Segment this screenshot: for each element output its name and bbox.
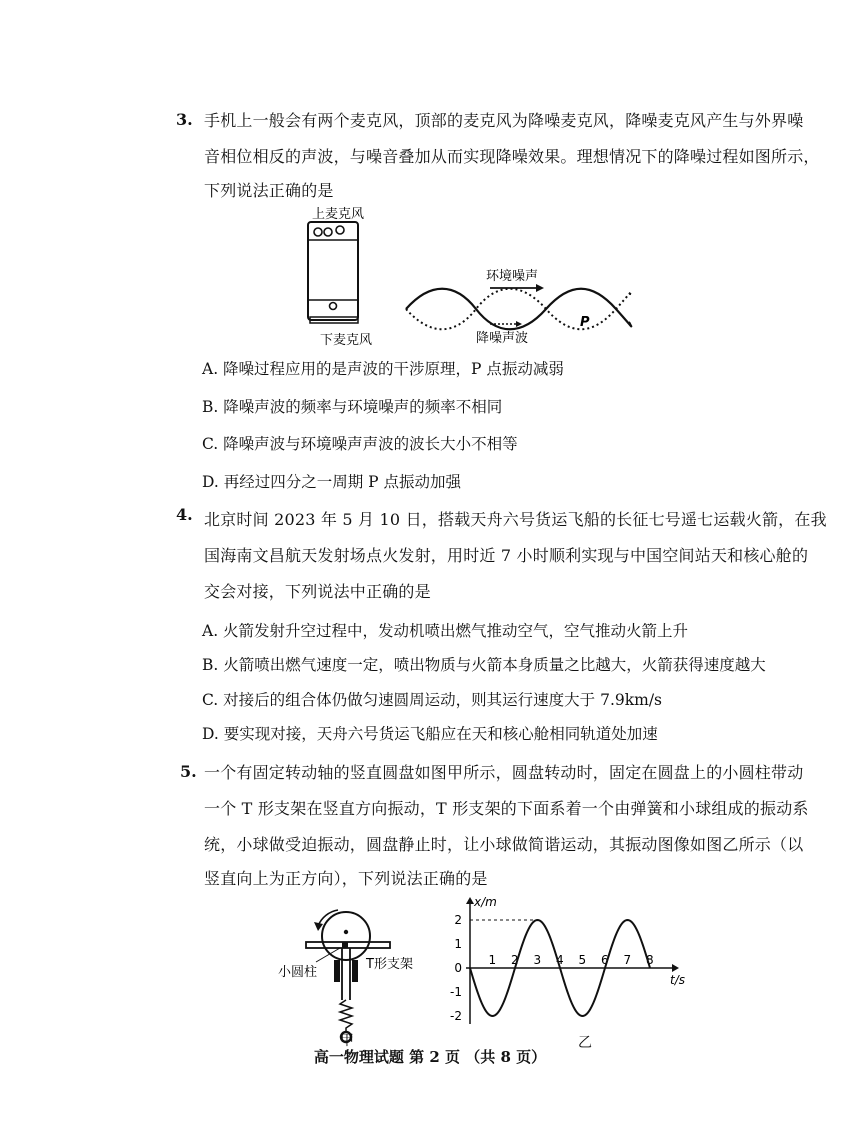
q3-phone-figure: [290, 202, 650, 352]
q3-line-1: 手机上一般会有两个麦克风，顶部的麦克风为降噪麦克风，降噪麦克风产生与外界噪: [204, 111, 804, 130]
q5-line-4: 竖直向上为正方向），下列说法正确的是: [204, 869, 488, 888]
page-footer: 高一物理试题 第 2 页 （共 8 页）: [313, 1048, 547, 1066]
bottom-mic: [330, 303, 337, 310]
phone-body: [308, 222, 358, 320]
disk-axis: [344, 930, 348, 934]
x-tick-label: 5: [578, 953, 587, 967]
q3-cancel-wave-label: 降噪声波: [476, 331, 529, 346]
q5-line-2: 一个 T 形支架在竖直方向振动，T 形支架的下面系着一个由弹簧和小球组成的振动系: [204, 799, 809, 818]
q4-number: 4.: [176, 505, 193, 524]
rotation-arrowhead: [314, 922, 323, 931]
y-axis-arrow: [466, 897, 474, 904]
y-tick-label: -1: [450, 985, 462, 999]
q3-number: 3.: [176, 110, 193, 129]
q5-number: 5.: [180, 762, 197, 781]
q4-option-d: D. 要实现对接，天舟六号货运飞船应在天和核心舱相同轨道处加速: [202, 725, 658, 743]
fig-jia-caption: 甲: [340, 1033, 355, 1049]
q4-line-1: 北京时间 2023 年 5 月 10 日，搭载天舟六号货运飞船的长征七号遥七运载火箭，在我: [204, 510, 827, 529]
fig-yi-caption: 乙: [578, 1035, 593, 1051]
q4-option-c: C. 对接后的组合体仍做匀速圆周运动，则其运行速度大于 7.9km/s: [202, 691, 663, 709]
cylinder-label: 小圆柱: [278, 965, 318, 980]
q5-line-3: 统，小球做受迫振动，圆盘静止时，让小球做简谐运动，其振动图像如图乙所示（以: [204, 835, 804, 854]
q3-top-mic-label: 上麦克风: [312, 207, 365, 222]
q3-option-a: A. 降噪过程应用的是声波的干涉原理，P 点振动减弱: [202, 360, 564, 378]
x-axis-arrow: [672, 964, 679, 972]
q3-option-d: D. 再经过四分之一周期 P 点振动加强: [202, 473, 462, 491]
y-tick-label: -2: [450, 1009, 462, 1023]
q3-line-2: 音相位相反的声波，与噪音叠加从而实现降噪效果。理想情况下的降噪过程如图所示，: [204, 147, 820, 166]
q3-point-label: P: [580, 315, 590, 330]
y-axis-label: x/m: [474, 895, 497, 909]
q4-option-a: A. 火箭发射升空过程中，发动机喷出燃气推动空气，空气推动火箭上升: [202, 622, 689, 640]
y-tick-label: 2: [454, 913, 462, 927]
q5-line-1: 一个有固定转动轴的竖直圆盘如图甲所示，圆盘转动时，固定在圆盘上的小圆柱带动: [204, 763, 804, 782]
y-tick-label: 1: [454, 937, 462, 951]
x-tick-label: 4: [556, 953, 564, 967]
x-tick-label: 7: [623, 953, 632, 967]
env-noise-arrowhead: [536, 284, 544, 292]
y-tick-label: 0: [454, 961, 462, 975]
q4-line-2: 国海南文昌航天发射场点火发射，用时近 7 小时顺利实现与中国空间站天和核心舱的: [204, 546, 809, 565]
q3-bottom-mic-label: 下麦克风: [320, 333, 373, 348]
x-tick-label: 3: [533, 953, 542, 967]
x-tick-label: 1: [488, 953, 497, 967]
q4-line-3: 交会对接，下列说法中正确的是: [204, 582, 431, 601]
disk: [322, 912, 370, 960]
x-tick-label: 2: [511, 953, 519, 967]
q3-option-c: C. 降噪声波与环境噪声声波的波长大小不相等: [202, 435, 518, 453]
top-mic-dot-3: [336, 226, 344, 234]
q3-env-noise-label: 环境噪声: [486, 269, 539, 284]
tframe-label: T形支架: [366, 957, 413, 972]
q3-option-b: B. 降噪声波的频率与环境噪声的频率不相同: [202, 398, 503, 416]
q3-line-3: 下列说法正确的是: [204, 181, 334, 200]
guide-left: [334, 960, 340, 982]
cancel-arrowhead: [516, 321, 522, 327]
cylinder-pointer: [316, 948, 340, 962]
x-tick-label: 6: [601, 953, 609, 967]
spring: [340, 1000, 352, 1032]
guide-right: [352, 960, 358, 982]
small-cylinder: [342, 942, 348, 948]
top-mic-dot-2: [324, 228, 332, 236]
top-mic-dot-1: [314, 228, 322, 236]
vibration-graph: [424, 892, 685, 1032]
q4-option-b: B. 火箭喷出燃气速度一定，喷出物质与火箭本身质量之比越大，火箭获得速度越大: [202, 656, 766, 674]
x-axis-label: t/s: [670, 973, 685, 987]
x-tick-label: 8: [646, 953, 654, 967]
